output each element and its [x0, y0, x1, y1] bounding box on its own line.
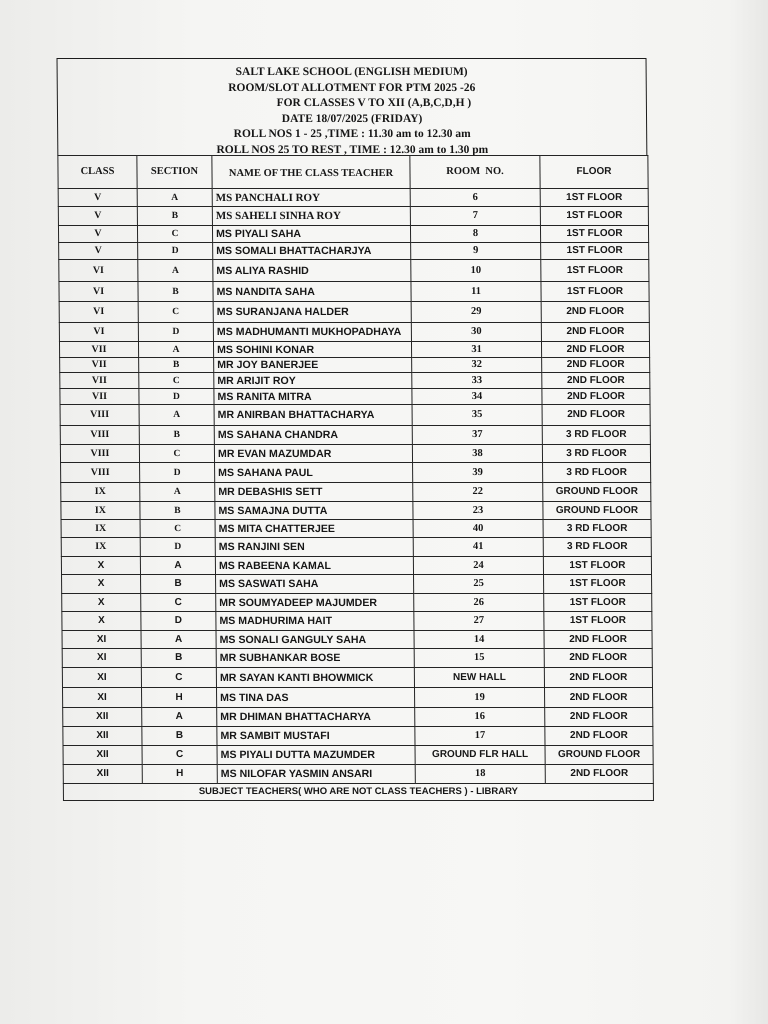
- column-header-section: SECTION: [137, 156, 212, 189]
- room-cell: 11: [411, 282, 541, 302]
- room-cell: 26: [414, 594, 544, 612]
- floor-cell: 1ST FLOOR: [541, 260, 649, 282]
- floor-cell: 1ST FLOOR: [541, 243, 649, 260]
- section-cell: A: [138, 260, 213, 282]
- floor-cell: 2ND FLOOR: [544, 688, 652, 708]
- section-cell: A: [141, 631, 216, 649]
- class-cell: X: [62, 575, 141, 594]
- table-row: [58, 189, 648, 207]
- table-row: [59, 260, 649, 282]
- floor-cell: GROUND FLOOR: [543, 502, 651, 520]
- table-row: [61, 520, 651, 538]
- floor-cell: 2ND FLOOR: [542, 373, 650, 389]
- teacher-cell: MS SOMALI BHATTACHARJYA: [213, 243, 411, 260]
- floor-cell: GROUND FLOOR: [545, 746, 653, 765]
- room-cell: 30: [411, 323, 541, 342]
- section-cell: B: [137, 207, 212, 226]
- floor-cell: 1ST FLOOR: [540, 189, 648, 207]
- teacher-cell: MR SOUMYADEEP MAJUMDER: [216, 594, 414, 612]
- room-cell: 23: [413, 502, 543, 520]
- teacher-cell: MR ANIRBAN BHATTACHARYA: [214, 405, 412, 426]
- section-cell: C: [139, 373, 214, 389]
- teacher-cell: MS ALIYA RASHID: [213, 260, 411, 282]
- section-cell: C: [139, 445, 214, 463]
- room-cell: 34: [412, 389, 542, 405]
- table-row: [63, 765, 653, 784]
- room-cell: 7: [410, 207, 540, 226]
- document-title: ROOM/SLOT ALLOTMENT FOR PTM 2025 -26: [228, 81, 476, 94]
- floor-cell: 2ND FLOOR: [542, 405, 650, 426]
- class-cell: VIII: [61, 463, 140, 483]
- section-cell: D: [138, 323, 213, 342]
- room-cell: 9: [411, 243, 541, 260]
- teacher-cell: MS SASWATI SAHA: [216, 575, 414, 594]
- teacher-cell: MR JOY BANERJEE: [214, 358, 412, 373]
- table-row: [63, 708, 653, 727]
- table-row: [58, 226, 648, 243]
- allotment-table: [57, 155, 654, 801]
- floor-cell: 2ND FLOOR: [544, 631, 652, 649]
- table-row: [62, 575, 652, 594]
- room-cell: 18: [415, 765, 545, 784]
- floor-cell: 2ND FLOOR: [545, 727, 653, 746]
- class-cell: VII: [59, 342, 138, 358]
- room-cell: 41: [413, 538, 543, 557]
- teacher-cell: MS MITA CHATTERJEE: [215, 520, 413, 538]
- room-cell: NEW HALL: [414, 668, 544, 688]
- section-cell: D: [140, 463, 215, 483]
- floor-cell: 3 RD FLOOR: [542, 445, 650, 463]
- class-cell: IX: [61, 520, 140, 538]
- teacher-cell: MR SAYAN KANTI BHOWMICK: [216, 668, 414, 688]
- class-cell: XI: [62, 668, 141, 688]
- room-cell: 29: [411, 302, 541, 323]
- table-row: [61, 483, 651, 502]
- teacher-cell: MR EVAN MAZUMDAR: [214, 445, 412, 463]
- floor-cell: 3 RD FLOOR: [543, 463, 651, 483]
- teacher-cell: MS NILOFAR YASMIN ANSARI: [217, 765, 415, 784]
- room-cell: 14: [414, 631, 544, 649]
- slot-1-line: ROLL NOS 1 - 25 ,TIME : 11.30 am to 12.30 am: [233, 128, 471, 140]
- class-cell: VII: [60, 373, 139, 389]
- class-cell: XII: [63, 727, 142, 746]
- teacher-cell: MR SUBHANKAR BOSE: [216, 649, 414, 668]
- floor-cell: 2ND FLOOR: [544, 649, 652, 668]
- section-cell: H: [142, 765, 217, 784]
- class-cell: VI: [59, 302, 138, 323]
- section-cell: C: [141, 594, 216, 612]
- section-cell: D: [141, 612, 216, 631]
- floor-cell: 1ST FLOOR: [544, 594, 652, 612]
- table-row: [62, 649, 652, 668]
- floor-cell: 2ND FLOOR: [545, 765, 653, 784]
- room-cell: 37: [412, 426, 542, 445]
- table-row: [59, 243, 649, 260]
- floor-cell: 3 RD FLOOR: [542, 426, 650, 445]
- teacher-cell: MS NANDITA SAHA: [213, 282, 411, 302]
- teacher-cell: MS PANCHALI ROY: [212, 189, 410, 207]
- table-row: [60, 373, 650, 389]
- teacher-cell: MS SAMAJNA DUTTA: [215, 502, 413, 520]
- column-header-floor: FLOOR: [540, 156, 648, 189]
- class-cell: VIII: [60, 445, 139, 463]
- floor-cell: 1ST FLOOR: [544, 612, 652, 631]
- class-cell: X: [62, 594, 141, 612]
- room-cell: 8: [410, 226, 540, 243]
- class-cell: XII: [63, 746, 142, 765]
- room-cell: 25: [414, 575, 544, 594]
- class-cell: X: [61, 557, 140, 575]
- class-cell: IX: [61, 538, 140, 557]
- column-header-room: ROOM NO.: [410, 156, 540, 189]
- section-cell: B: [139, 426, 214, 445]
- floor-cell: 2ND FLOOR: [541, 342, 649, 358]
- class-cell: XII: [63, 765, 142, 784]
- footer-row: [63, 784, 653, 801]
- table-row: [60, 426, 650, 445]
- floor-cell: 1ST FLOOR: [541, 282, 649, 302]
- room-cell: 39: [413, 463, 543, 483]
- class-cell: VIII: [60, 405, 139, 426]
- table-row: [59, 282, 649, 302]
- section-cell: D: [138, 243, 213, 260]
- table-row: [59, 323, 649, 342]
- room-cell: 16: [415, 708, 545, 727]
- table-row: [59, 302, 649, 323]
- room-cell: 27: [414, 612, 544, 631]
- teacher-cell: MS PIYALI DUTTA MAZUMDER: [217, 746, 415, 765]
- floor-cell: 1ST FLOOR: [543, 557, 651, 575]
- section-cell: A: [137, 189, 212, 207]
- floor-cell: 2ND FLOOR: [541, 302, 649, 323]
- section-cell: C: [137, 226, 212, 243]
- class-cell: IX: [61, 502, 140, 520]
- floor-cell: 1ST FLOOR: [540, 207, 648, 226]
- room-cell: 31: [411, 342, 541, 358]
- teacher-cell: MS SONALI GANGULY SAHA: [216, 631, 414, 649]
- table-row: [61, 538, 651, 557]
- room-cell: 32: [412, 358, 542, 373]
- class-cell: XI: [62, 649, 141, 668]
- school-name: SALT LAKE SCHOOL (ENGLISH MEDIUM): [235, 66, 468, 78]
- teacher-cell: MS MADHURIMA HAIT: [216, 612, 414, 631]
- table-row: [62, 668, 652, 688]
- section-cell: B: [138, 282, 213, 302]
- class-cell: X: [62, 612, 141, 631]
- teacher-cell: MS SOHINI KONAR: [213, 342, 411, 358]
- class-cell: XI: [62, 688, 141, 708]
- floor-cell: 3 RD FLOOR: [543, 520, 651, 538]
- table-row: [61, 502, 651, 520]
- section-cell: B: [141, 649, 216, 668]
- table-body: [58, 189, 653, 784]
- section-cell: B: [142, 727, 217, 746]
- teacher-cell: MS SAHANA PAUL: [215, 463, 413, 483]
- teacher-cell: MS SAHANA CHANDRA: [214, 426, 412, 445]
- floor-cell: 2ND FLOOR: [542, 389, 650, 405]
- class-cell: V: [59, 243, 138, 260]
- section-cell: A: [142, 708, 217, 727]
- class-cell: VI: [59, 282, 138, 302]
- classes-line: FOR CLASSES V TO XII (A,B,C,D,H ): [276, 97, 472, 109]
- table-row: [60, 389, 650, 405]
- section-cell: C: [140, 520, 215, 538]
- section-cell: B: [140, 502, 215, 520]
- table-row: [62, 631, 652, 649]
- table-row: [62, 594, 652, 612]
- class-cell: IX: [61, 483, 140, 502]
- table-row: [61, 557, 651, 575]
- column-header-class: CLASS: [58, 156, 137, 189]
- table-row: [62, 612, 652, 631]
- section-cell: B: [139, 358, 214, 373]
- teacher-cell: MS MADHUMANTI MUKHOPADHAYA: [213, 323, 411, 342]
- class-cell: VII: [60, 358, 139, 373]
- class-cell: V: [58, 207, 137, 226]
- table-row: [60, 445, 650, 463]
- room-cell: 24: [413, 557, 543, 575]
- teacher-cell: MS RANJINI SEN: [215, 538, 413, 557]
- class-cell: XII: [63, 708, 142, 727]
- floor-cell: GROUND FLOOR: [543, 483, 651, 502]
- room-cell: 38: [412, 445, 542, 463]
- table-row: [63, 727, 653, 746]
- teacher-cell: MR DHIMAN BHATTACHARYA: [217, 708, 415, 727]
- section-cell: A: [140, 483, 215, 502]
- floor-cell: 2ND FLOOR: [542, 358, 650, 373]
- table-row: [58, 207, 648, 226]
- teacher-cell: MR DEBASHIS SETT: [215, 483, 413, 502]
- teacher-cell: MS SAHELI SINHA ROY: [212, 207, 410, 226]
- floor-cell: 2ND FLOOR: [544, 668, 652, 688]
- class-cell: V: [58, 189, 137, 207]
- table-row: [60, 405, 650, 426]
- section-cell: C: [138, 302, 213, 323]
- section-cell: A: [138, 342, 213, 358]
- class-cell: VIII: [60, 426, 139, 445]
- floor-cell: 1ST FLOOR: [540, 226, 648, 243]
- table-row: [60, 358, 650, 373]
- floor-cell: 3 RD FLOOR: [543, 538, 651, 557]
- class-cell: VII: [60, 389, 139, 405]
- footer-note: SUBJECT TEACHERS( WHO ARE NOT CLASS TEACHERS ) - LIBRARY: [63, 784, 653, 801]
- floor-cell: 1ST FLOOR: [544, 575, 652, 594]
- section-cell: B: [141, 575, 216, 594]
- column-header-teacher: NAME OF THE CLASS TEACHER: [212, 156, 410, 189]
- table-row: [62, 688, 652, 708]
- teacher-cell: MS SURANJANA HALDER: [213, 302, 411, 323]
- room-cell: 15: [414, 649, 544, 668]
- room-cell: 33: [412, 373, 542, 389]
- section-cell: C: [141, 668, 216, 688]
- class-cell: V: [58, 226, 137, 243]
- teacher-cell: MS RABEENA KAMAL: [215, 557, 413, 575]
- room-cell: GROUND FLR HALL: [415, 746, 545, 765]
- title-block: [57, 58, 648, 155]
- slot-2-line: ROLL NOS 25 TO REST , TIME : 12.30 am to 1.30 pm: [216, 143, 489, 156]
- teacher-cell: MR SAMBIT MUSTAFI: [217, 727, 415, 746]
- room-cell: 19: [414, 688, 544, 708]
- room-cell: 22: [413, 483, 543, 502]
- teacher-cell: MS PIYALI SAHA: [212, 226, 410, 243]
- section-cell: A: [139, 405, 214, 426]
- section-cell: A: [140, 557, 215, 575]
- room-cell: 40: [413, 520, 543, 538]
- class-cell: XI: [62, 631, 141, 649]
- section-cell: H: [141, 688, 216, 708]
- section-cell: C: [142, 746, 217, 765]
- room-cell: 17: [415, 727, 545, 746]
- room-cell: 6: [410, 189, 540, 207]
- section-cell: D: [139, 389, 214, 405]
- table-row: [59, 342, 649, 358]
- teacher-cell: MS RANITA MITRA: [214, 389, 412, 405]
- teacher-cell: MS TINA DAS: [216, 688, 414, 708]
- teacher-cell: MR ARIJIT ROY: [214, 373, 412, 389]
- class-cell: VI: [59, 323, 138, 342]
- table-row: [61, 463, 651, 483]
- table-header-row: [58, 156, 648, 189]
- floor-cell: 2ND FLOOR: [541, 323, 649, 342]
- date-line: DATE 18/07/2025 (FRIDAY): [281, 112, 423, 125]
- section-cell: D: [140, 538, 215, 557]
- class-cell: VI: [59, 260, 138, 282]
- room-cell: 10: [411, 260, 541, 282]
- room-cell: 35: [412, 405, 542, 426]
- floor-cell: 2ND FLOOR: [545, 708, 653, 727]
- table-row: [63, 746, 653, 765]
